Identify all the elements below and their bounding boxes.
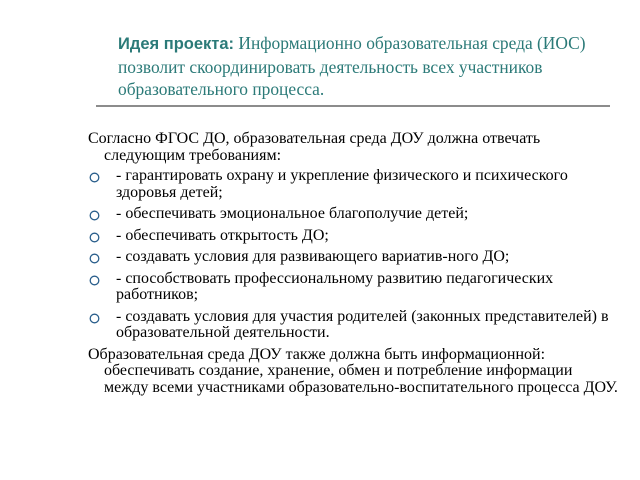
list-item xyxy=(88,271,618,304)
list-item-text: - создавать условия для развивающего вариатив-ного ДО; xyxy=(116,248,510,265)
circle-bullet-icon xyxy=(89,275,100,286)
list-item xyxy=(88,249,618,266)
requirements-list xyxy=(88,168,618,342)
list-item xyxy=(88,228,618,245)
slide-body xyxy=(88,131,618,400)
circle-bullet-icon xyxy=(89,253,100,264)
list-item-text: - обеспечивать открытость ДО; xyxy=(116,226,329,244)
slide-title xyxy=(118,32,618,101)
list-item xyxy=(88,168,618,201)
intro-paragraph: Согласно ФГОС ДО, образовательная среда ДОУ должна отвечать следующим требованиям: xyxy=(88,130,541,164)
list-item-text: - обеспечивать эмоциональное благополучие детей; xyxy=(116,205,469,222)
list-item-text: - способствовать профессиональному развитию педагогических работников; xyxy=(116,269,554,303)
title-lead: Идея проекта: xyxy=(118,35,235,53)
list-item-text: - создавать условия для участия родителей (законных представителей) в образовательной деятельности. xyxy=(116,307,609,341)
circle-bullet-icon xyxy=(89,172,100,183)
title-text: Информационно образовательная среда (ИОС) позволит скоординировать деятельность всех участников образовательного процесса. xyxy=(118,33,586,99)
circle-bullet-icon xyxy=(89,210,100,221)
closing-paragraph: Образовательная среда ДОУ также должна быть информационной: обеспечивать создание, хранение, обмен и потребление информации между всеми участниками образовательно-воспитательного процесса ДОУ. xyxy=(88,345,618,396)
title-divider xyxy=(96,105,610,107)
circle-bullet-icon xyxy=(89,232,100,243)
circle-bullet-icon xyxy=(89,313,100,324)
list-item xyxy=(88,206,618,223)
list-item xyxy=(88,309,618,342)
list-item-text: - гарантировать охрану и укрепление физического и психического здоровья детей; xyxy=(116,167,568,201)
